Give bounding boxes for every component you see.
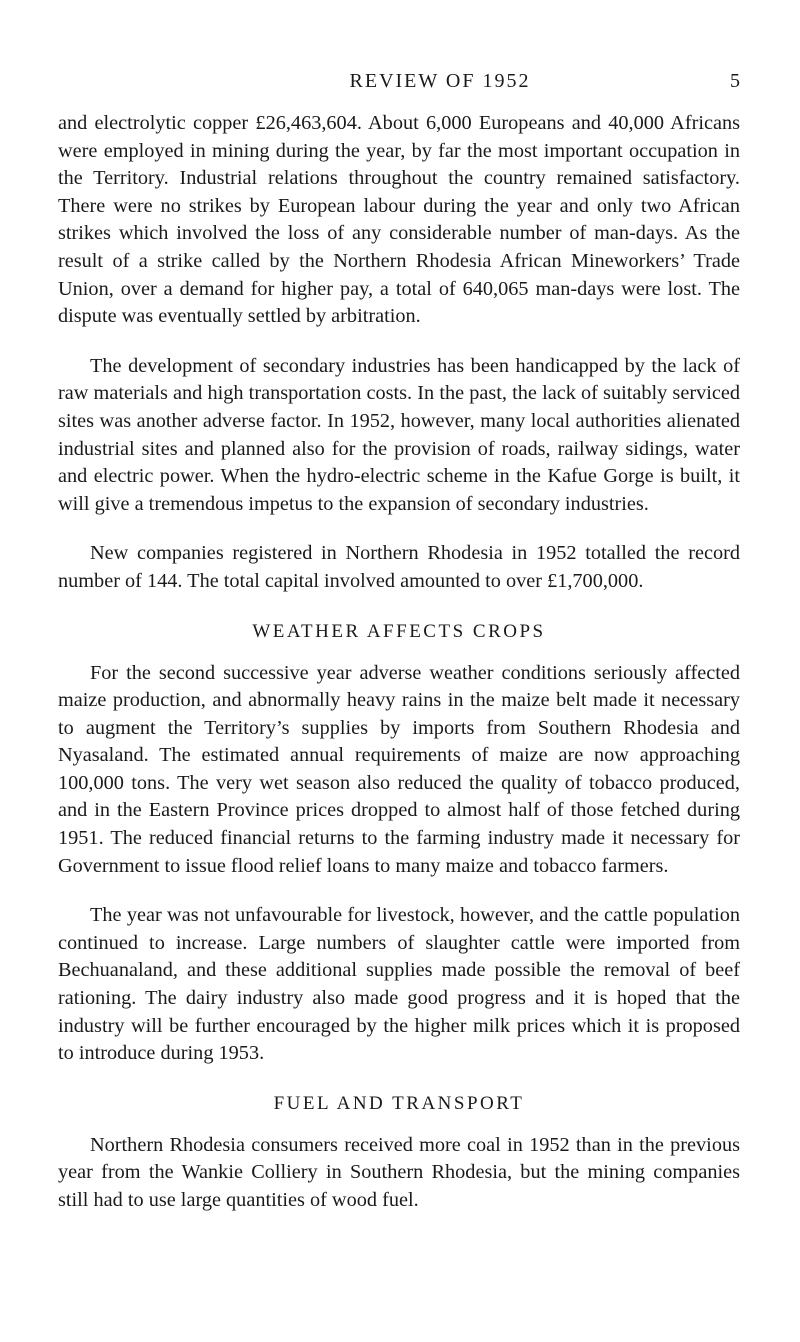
page-content xyxy=(58,110,740,1237)
paragraph-livestock: The year was not unfavourable for livestock, however, and the cattle population continued to increase. Large numbers of slaughter cattle were imported from Bechuanaland, and these additional supplies made possible the removal of beef rationing. The dairy industry also made good progress and it is hoped that the industry will be further encouraged by the higher milk prices which it is proposed to introduce during 1953. xyxy=(58,904,740,1065)
running-head xyxy=(140,66,740,96)
section-heading-fuel: FUEL AND TRANSPORT xyxy=(273,1092,525,1114)
paragraph-secondary-industries: The development of secondary industries has been handicapped by the lack of raw materials and high transportation costs. In the past, the lack of suitably serviced sites was another adverse factor. In 1952, however, many local authorities alienated industrial sites and planned also for the provision of roads, railway sidings, water and electric power. When the hydro-electric scheme in the Kafue Gorge is built, it will give a tremendous impetus to the expansion of secondary industries. xyxy=(58,354,740,515)
paragraph-coal-fuel: Northern Rhodesia consumers received more coal in 1952 than in the previous year from the Wankie Colliery in Southern Rhodesia, but the mining companies still had to use large quantities of wood fuel. xyxy=(58,1133,740,1211)
paragraph-new-companies: New companies registered in Northern Rhodesia in 1952 totalled the record number of 144. The total capital involved amounted to over £1,700,000. xyxy=(58,542,740,592)
running-title: REVIEW OF 1952 xyxy=(349,70,531,92)
section-heading-weather: WEATHER AFFECTS CROPS xyxy=(252,620,546,642)
paragraph-mining-labour: and electrolytic copper £26,463,604. About 6,000 Europeans and 40,000 Africans were employed in mining during the year, by far the most important occupation in the Territory. Industrial relations throughout the country remained satisfactory. There were no strikes by European labour during the year and only two African strikes which involved the loss of any considerable number of man-days. As the result of a strike called by the Northern Rhodesia African Mineworkers’ Trade Union, over a demand for higher pay, a total of 640,065 man-days were lost. The dispute was eventually settled by arbitration. xyxy=(58,112,740,328)
paragraph-maize-tobacco: For the second successive year adverse weather conditions seriously affected maize production, and abnormally heavy rains in the maize belt made it necessary to augment the Territory’s supplies by imports from Southern Rhodesia and Nyasaland. The estimated annual requirements of maize are now approaching 100,000 tons. The very wet season also reduced the quality of tobacco produced, and in the Eastern Province prices dropped to almost half of those fetched during 1951. The reduced financial returns to the farming industry made it necessary for Government to issue flood relief loans to many maize and tobacco farmers. xyxy=(58,661,740,877)
page-number: 5 xyxy=(730,70,740,92)
